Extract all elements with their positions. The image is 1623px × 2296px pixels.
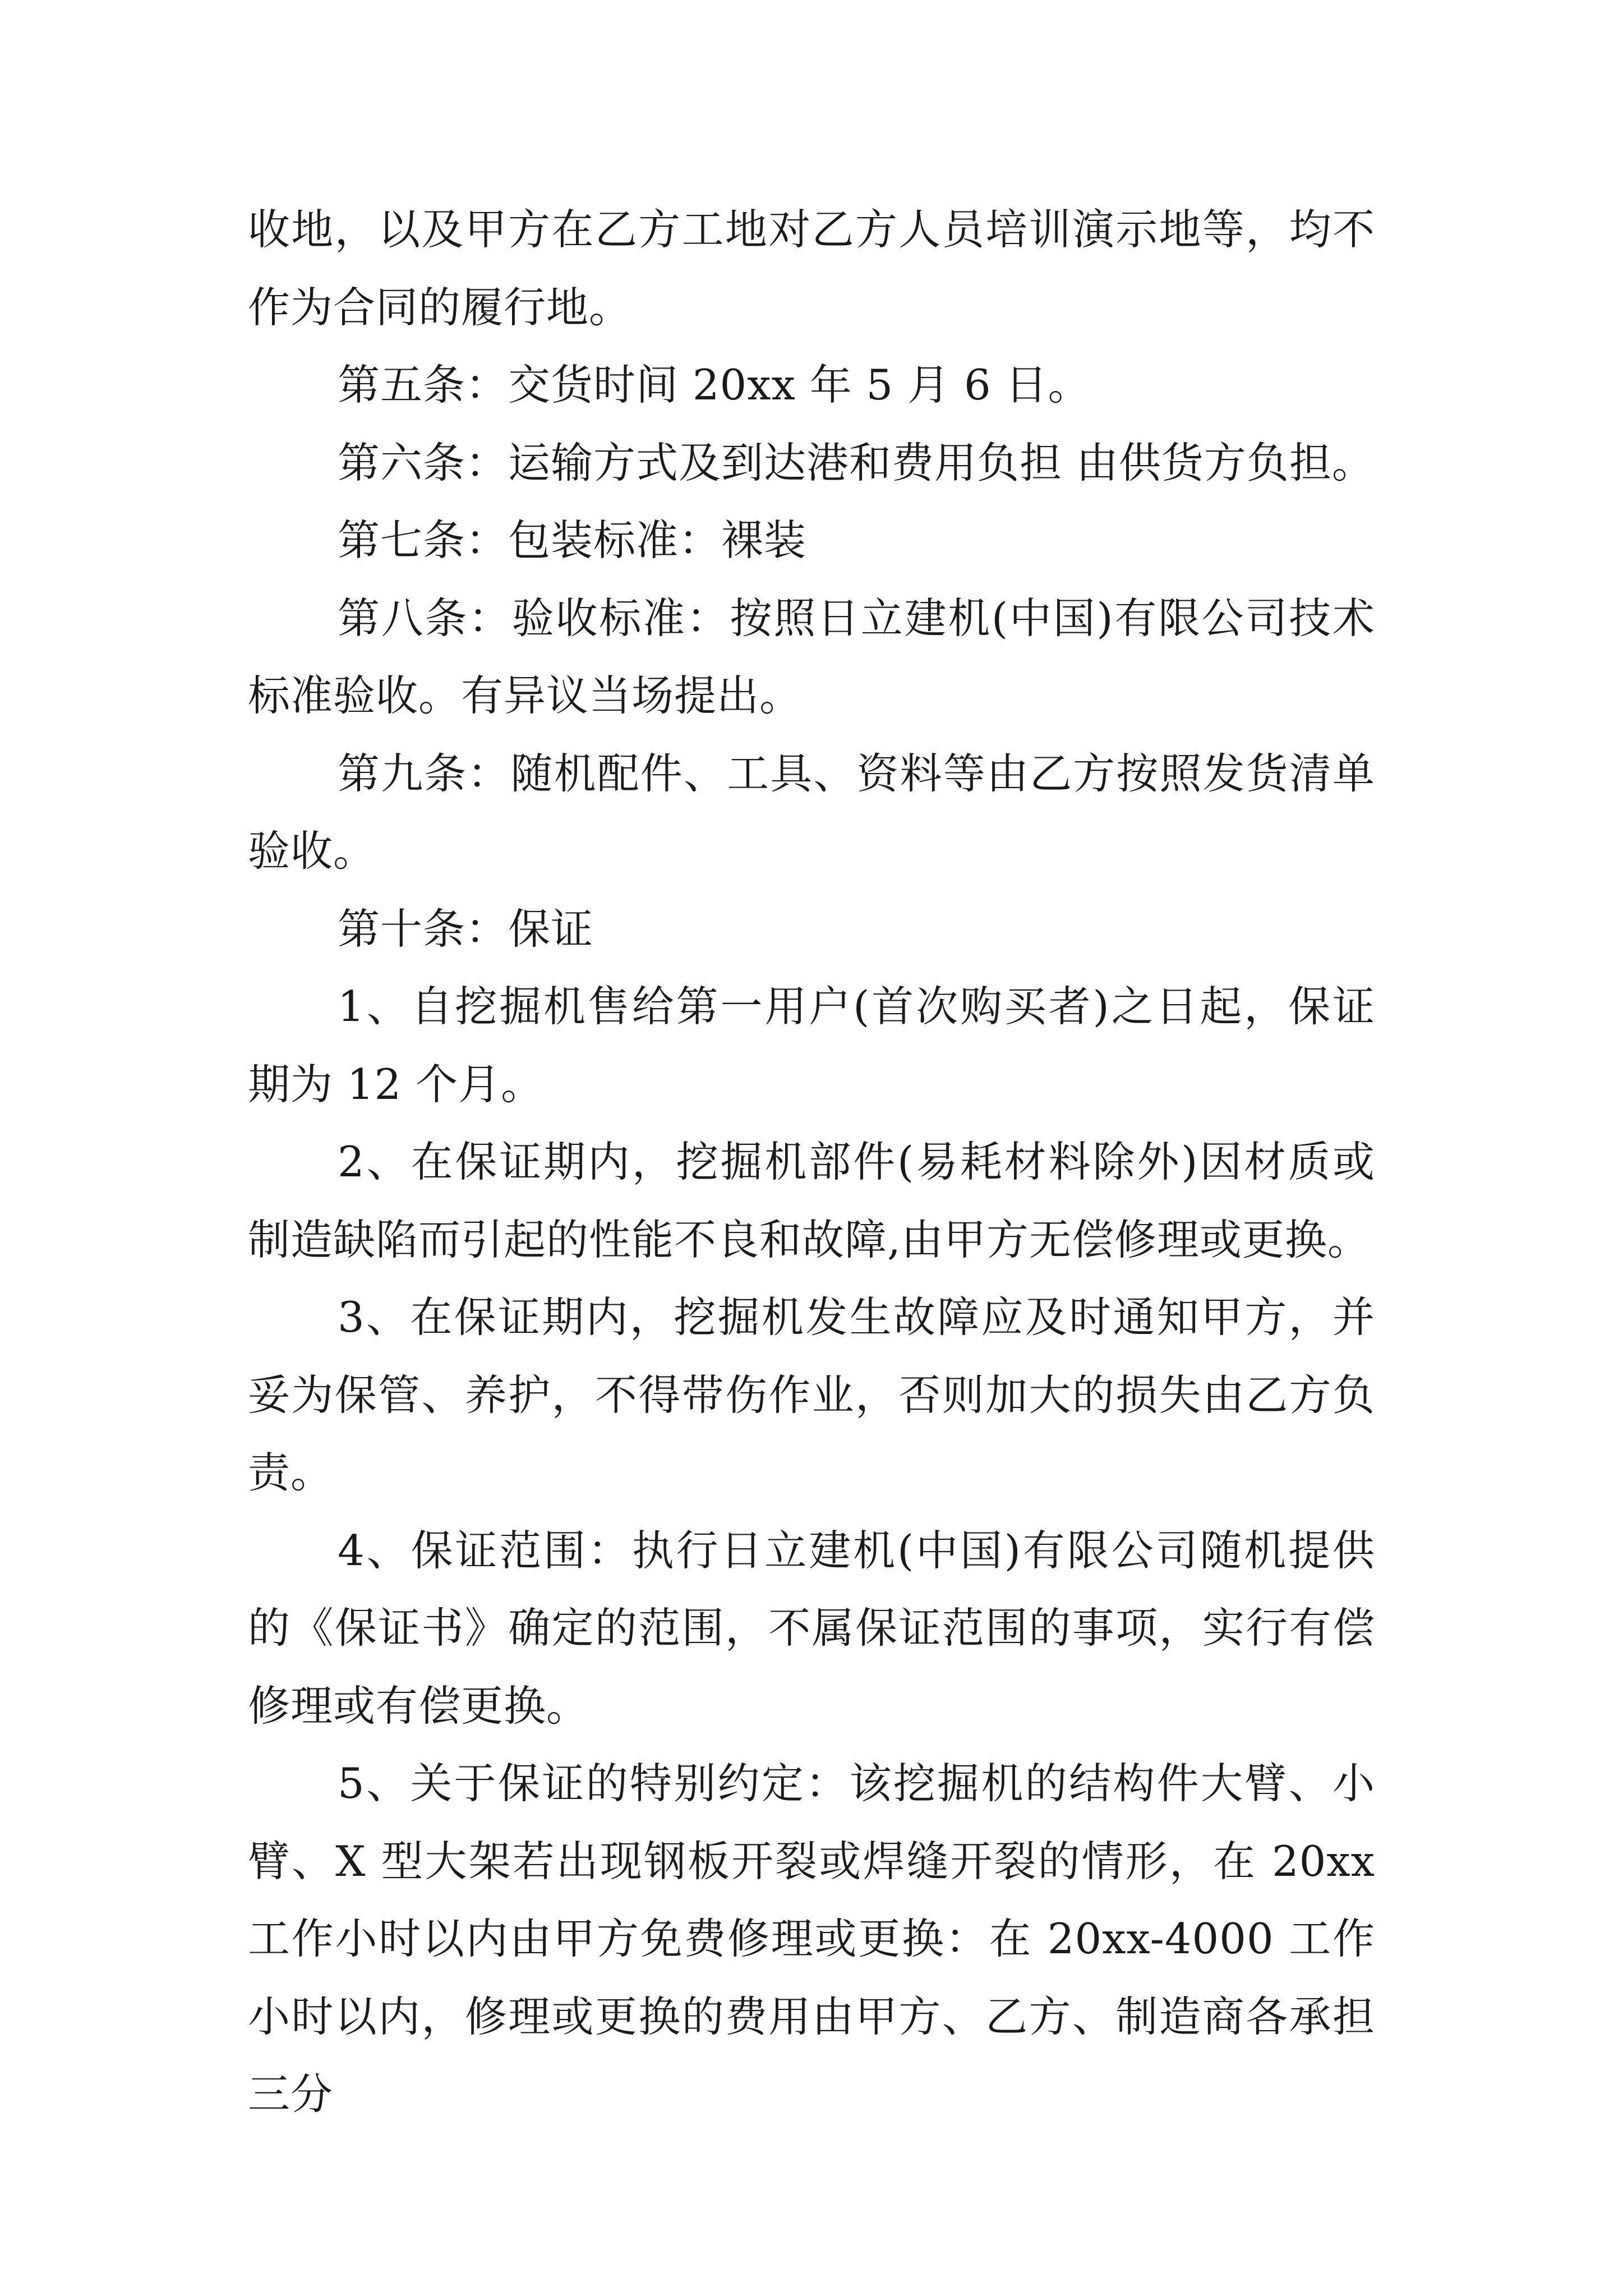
paragraph-warranty-item-2: 2、在保证期内，挖掘机部件(易耗材料除外)因材质或制造缺陷而引起的性能不良和故障,由甲方无偿修理或更换。	[248, 1137, 1375, 1264]
paragraph-article-9: 第九条：随机配件、工具、资料等由乙方按照发货清单验收。	[248, 748, 1375, 876]
paragraph-article-7: 第七条：包装标准：裸装	[338, 516, 807, 565]
paragraph-article-5: 第五条：交货时间 20xx 年 5 月 6 日。	[338, 360, 1091, 409]
paragraph-warranty-item-3: 3、在保证期内，挖掘机发生故障应及时通知甲方，并妥为保管、养护，不得带伤作业，否则加大的损失由乙方负责。	[248, 1292, 1375, 1497]
paragraph-article-10: 第十条：保证	[338, 904, 594, 954]
paragraph-delivery-location: 收地，以及甲方在乙方工地对乙方人员培训演示地等，均不作为合同的履行地。	[248, 205, 1375, 332]
paragraph-article-8: 第八条：验收标准：按照日立建机(中国)有限公司技术标准验收。有异议当场提出。	[248, 593, 1375, 720]
paragraph-article-6: 第六条：运输方式及到达港和费用负担 由供货方负担。	[338, 438, 1375, 487]
document-body	[248, 191, 1375, 2133]
paragraph-warranty-item-1: 1、自挖掘机售给第一用户(首次购买者)之日起，保证期为 12 个月。	[248, 982, 1375, 1109]
paragraph-warranty-item-4: 4、保证范围：执行日立建机(中国)有限公司随机提供的《保证书》确定的范围，不属保证范围的事项，实行有偿修理或有偿更换。	[248, 1525, 1375, 1731]
paragraph-warranty-item-5: 5、关于保证的特别约定：该挖掘机的结构件大臂、小臂、X 型大架若出现钢板开裂或焊缝开裂的情形，在 20xx 工作小时以内由甲方免费修理或更换：在 20xx-4000 工作小时以内，修理或更换的费用由甲方、乙方、制造商各承担三分	[248, 1759, 1375, 2119]
